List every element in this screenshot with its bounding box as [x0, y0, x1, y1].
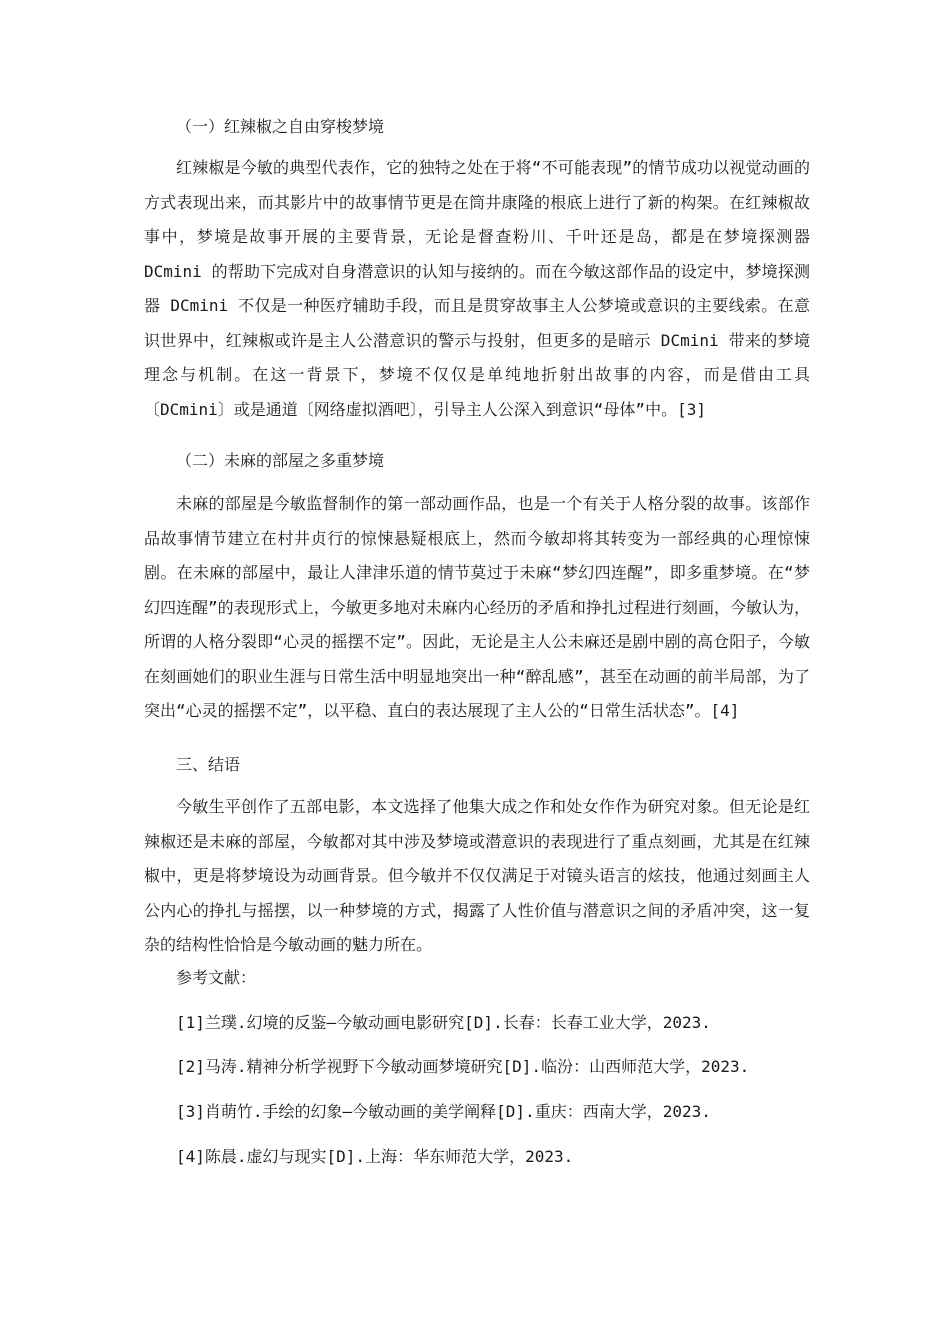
- references-heading: 参考文献：: [176, 968, 257, 987]
- reference-item: [2]马涛.精神分析学视野下今敏动画梦境研究[D].临汾：山西师范大学，2023.: [176, 1057, 750, 1076]
- reference-item: [3]肖萌竹.手绘的幻象—今敏动画的美学阐释[D].重庆：西南大学，2023.: [176, 1102, 711, 1121]
- conclusion-heading: 三、结语: [176, 755, 241, 774]
- section-paragraph-2: 未麻的部屋是今敏监督制作的第一部动画作品，也是一个有关于人格分裂的故事。该部作品故事情节建立在村井贞行的惊悚悬疑根底上，然而今敏却将其转变为一部经典的心理惊悚剧。在未麻的部屋中，最让人津津乐道的情节莫过于未麻“梦幻四连醒”，即多重梦境。在“梦幻四连醒”的表现形式上，今敏更多地对未麻内心经历的矛盾和挣扎过程进行刻画，今敏认为，所谓的人格分裂即“心灵的摇摆不定”。因此，无论是主人公未麻还是剧中剧的高仓阳子，今敏在刻画她们的职业生涯与日常生活中明显地突出一种“醉乱感”，甚至在动画的前半局部，为了突出“心灵的摇摆不定”，以平稳、直白的表达展现了主人公的“日常生活状态”。[4]: [144, 494, 810, 720]
- section-heading-2: （二）未麻的部屋之多重梦境: [176, 451, 385, 470]
- reference-item: [1]兰璞.幻境的反鉴—今敏动画电影研究[D].长春：长春工业大学，2023.: [176, 1013, 711, 1032]
- section-paragraph-1: 红辣椒是今敏的典型代表作，它的独特之处在于将“不可能表现”的情节成功以视觉动画的方式表现出来，而其影片中的故事情节更是在筒井康隆的根底上进行了新的构架。在红辣椒故事中，梦境是故事开展的主要背景，无论是督查粉川、千叶还是岛，都是在梦境探测器 DCmini 的帮助下完成对自身潜意识的认知与接纳的。而在今敏这部作品的设定中，梦境探测器 DCmini 不仅是一种医疗辅助手段，而且是贯穿故事主人公梦境或意识的主要线索。在意识世界中，红辣椒或许是主人公潜意识的警示与投射，但更多的是暗示 DCmini 带来的梦境理念与机制。在这一背景下，梦境不仅仅是单纯地折射出故事的内容，而是借由工具〔DCmini〕或是通道〔网络虚拟酒吧〕，引导主人公深入到意识“母体”中。[3]: [144, 158, 810, 419]
- section-heading-1: （一）红辣椒之自由穿梭梦境: [176, 117, 385, 136]
- reference-item: [4]陈晨.虚幻与现实[D].上海：华东师范大学，2023.: [176, 1147, 574, 1166]
- conclusion-paragraph: 今敏生平创作了五部电影，本文选择了他集大成之作和处女作作为研究对象。但无论是红辣椒还是未麻的部屋，今敏都对其中涉及梦境或潜意识的表现进行了重点刻画，尤其是在红辣椒中，更是将梦境设为动画背景。但今敏并不仅仅满足于对镜头语言的炫技，他通过刻画主人公内心的挣扎与摇摆，以一种梦境的方式，揭露了人性价值与潜意识之间的矛盾冲突，这一复杂的结构性恰恰是今敏动画的魅力所在。: [144, 797, 810, 954]
